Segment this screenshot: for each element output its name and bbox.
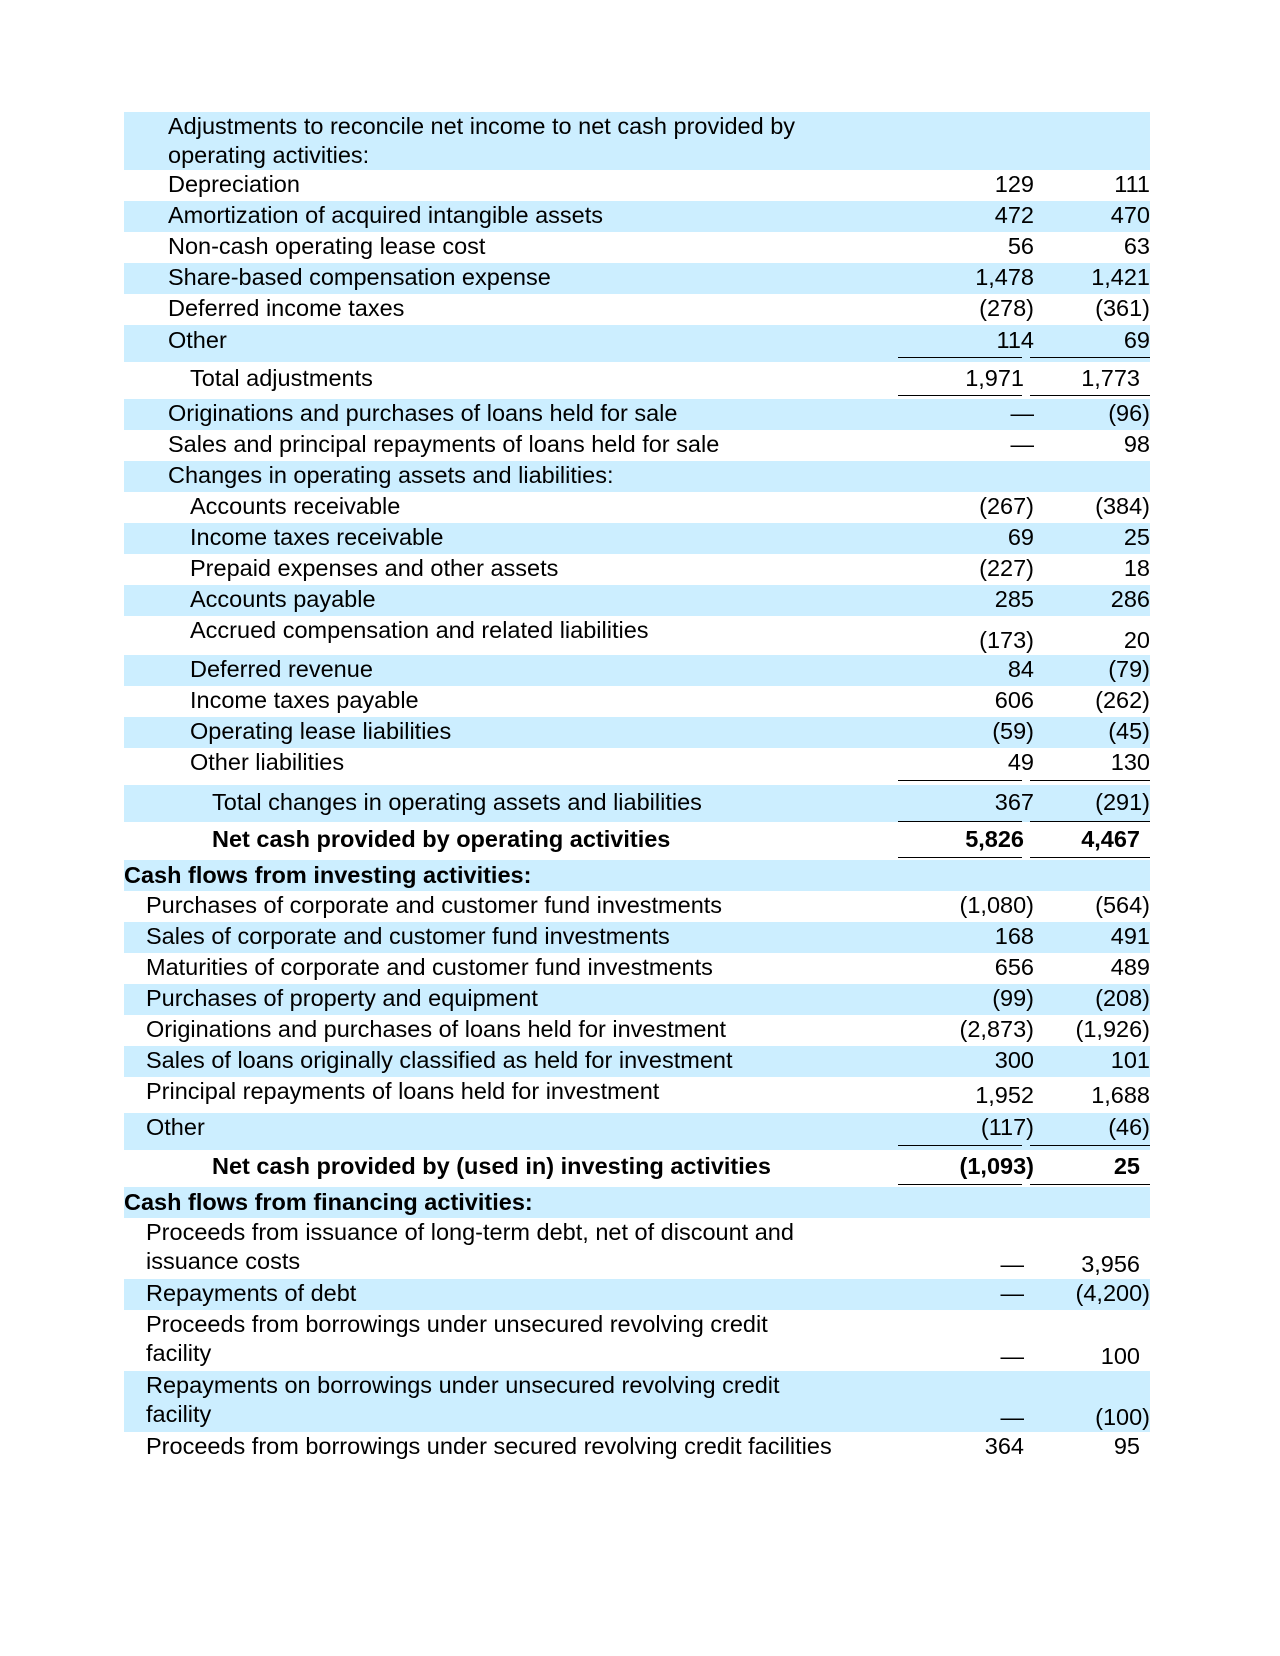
value-prior-year: (46) [1108,1114,1150,1140]
working-capital-heading: Changes in operating assets and liabilities: [168,462,614,488]
table-row [124,294,1150,325]
value-prior-year: 20 [1123,627,1150,653]
row-label: Other [146,1114,205,1140]
total-rule [898,1184,1022,1185]
table-row [124,1279,1150,1310]
value-current-year: (2,873) [959,1016,1034,1042]
value-prior-year: 25 [1113,1153,1140,1179]
row-label: Purchases of property and equipment [146,985,538,1011]
value-current-year: 129 [994,171,1034,197]
subtotal-rule [898,357,1022,358]
row-label: Total changes in operating assets and liabilities [212,789,702,815]
row-label: Purchases of corporate and customer fund investments [146,892,723,918]
value-current-year: — [1010,431,1034,457]
table-row [124,717,1150,748]
row-label: Non-cash operating lease cost [168,233,486,259]
value-current-year: 367 [994,789,1034,815]
value-prior-year: 95 [1113,1433,1140,1459]
table-row [124,953,1150,984]
row-label: Operating lease liabilities [190,718,452,744]
row-label: Originations and purchases of loans held for sale [168,400,678,426]
value-current-year: (99) [992,985,1034,1011]
value-prior-year: 3,956 [1081,1251,1140,1277]
total-working-capital-row [124,785,1150,822]
value-prior-year: 489 [1110,954,1150,980]
row-label: Prepaid expenses and other assets [190,555,559,581]
total-rule [898,857,1022,858]
table-row [124,232,1150,263]
row-label: Depreciation [168,171,300,197]
row-label: Deferred revenue [190,656,373,682]
value-current-year: 168 [994,923,1034,949]
value-prior-year: 286 [1110,586,1150,612]
subtotal-rule [1030,357,1150,358]
row-label: Proceeds from borrowings under secured revolving credit facilities [146,1433,832,1459]
value-prior-year: (208) [1095,985,1150,1011]
table-row [124,430,1150,461]
value-prior-year: (1,926) [1075,1016,1150,1042]
row-label: Net cash provided by (used in) investing activities [212,1153,771,1179]
table-row [124,616,1150,655]
table-row [124,263,1150,294]
value-current-year: 49 [1007,749,1034,775]
value-prior-year: 1,688 [1091,1082,1150,1108]
value-current-year: 472 [994,202,1034,228]
investing-heading: Cash flows from investing activities: [124,862,532,888]
value-current-year: (1,093) [959,1153,1034,1179]
value-prior-year: (100) [1095,1404,1150,1430]
subtotal-rule [898,780,1022,781]
value-current-year: 5,826 [965,826,1024,852]
total-rule [1030,1184,1150,1185]
investing-heading-row [124,860,1150,891]
value-prior-year: 1,773 [1081,365,1140,391]
row-label: Share-based compensation expense [168,264,551,290]
table-row [124,492,1150,523]
value-prior-year: (4,200) [1075,1280,1150,1306]
value-current-year: 606 [994,687,1034,713]
value-current-year: — [1000,1280,1024,1306]
total-adjustments-row [124,362,1150,399]
value-prior-year: (45) [1108,718,1150,744]
value-prior-year: (79) [1108,656,1150,682]
table-row [124,984,1150,1015]
table-row [124,1371,1150,1432]
value-prior-year: 101 [1110,1047,1150,1073]
total-rule [1030,857,1150,858]
table-row [124,922,1150,953]
table-row [124,1046,1150,1077]
value-current-year: 1,952 [975,1082,1034,1108]
row-label: Deferred income taxes [168,295,405,321]
value-current-year: (227) [979,555,1034,581]
value-current-year: (59) [992,718,1034,744]
working-capital-heading-row [124,461,1150,492]
value-current-year: — [1000,1404,1024,1430]
row-label: Proceeds from borrowings under unsecured revolving credit facility [146,1311,768,1366]
table-row [124,523,1150,554]
adjustments-heading-row [124,112,1150,170]
value-current-year: 656 [994,954,1034,980]
value-current-year: 84 [1007,656,1034,682]
value-current-year: — [1000,1343,1024,1369]
table-row [124,1218,1150,1279]
value-current-year: 300 [994,1047,1034,1073]
value-prior-year: 98 [1123,431,1150,457]
row-label: Principal repayments of loans held for investment [146,1078,660,1104]
row-label: Accounts receivable [190,493,401,519]
value-prior-year: (564) [1095,892,1150,918]
value-current-year: (173) [979,627,1034,653]
table-row [124,686,1150,717]
row-label: Income taxes payable [190,687,419,713]
row-label: Maturities of corporate and customer fund investments [146,954,713,980]
net-investing-row [124,1150,1150,1187]
value-current-year: 285 [994,586,1034,612]
value-prior-year: 1,421 [1091,264,1150,290]
row-label: Accrued compensation and related liabilities [190,617,649,643]
value-current-year: 1,971 [965,365,1024,391]
value-current-year: — [1010,400,1034,426]
row-label: Other liabilities [190,749,345,775]
value-prior-year: (361) [1095,295,1150,321]
row-label: Net cash provided by operating activities [212,826,671,852]
row-label: Sales of corporate and customer fund investments [146,923,670,949]
table-row [124,1015,1150,1046]
value-current-year: (278) [979,295,1034,321]
adjustments-heading: Adjustments to reconcile net income to net cash provided by operating activities: [168,113,796,168]
table-row [124,201,1150,232]
value-prior-year: 18 [1123,555,1150,581]
value-prior-year: 4,467 [1081,826,1140,852]
row-label: Originations and purchases of loans held for investment [146,1016,726,1042]
table-row [124,1077,1150,1113]
table-row [124,655,1150,686]
row-label: Repayments on borrowings under unsecured revolving credit facility [146,1372,780,1427]
table-row [124,1310,1150,1371]
row-label: Total adjustments [190,365,373,391]
total-rule [898,395,1022,396]
value-current-year: 69 [1007,524,1034,550]
value-prior-year: 111 [1114,171,1150,197]
table-row [124,554,1150,585]
table-row [124,399,1150,430]
table-row [124,891,1150,922]
table-row [124,1432,1150,1463]
financing-heading: Cash flows from financing activities: [124,1189,533,1215]
total-rule [1030,395,1150,396]
value-current-year: (267) [979,493,1034,519]
value-prior-year: 25 [1123,524,1150,550]
table-row [124,170,1150,201]
value-current-year: (1,080) [959,892,1034,918]
value-prior-year: 63 [1123,233,1150,259]
value-prior-year: (96) [1108,400,1150,426]
row-label: Income taxes receivable [190,524,444,550]
table-row [124,585,1150,616]
financing-heading-row [124,1187,1150,1218]
row-label: Other [168,327,227,353]
value-prior-year: 69 [1123,327,1150,353]
value-prior-year: (262) [1095,687,1150,713]
net-operating-row [124,822,1150,860]
value-prior-year: (291) [1095,789,1150,815]
value-prior-year: 130 [1110,749,1150,775]
subtotal-rule [1030,1145,1150,1146]
row-label: Accounts payable [190,586,376,612]
value-current-year: — [1000,1251,1024,1277]
row-label: Amortization of acquired intangible assets [168,202,603,228]
value-prior-year: 100 [1100,1343,1140,1369]
value-current-year: (117) [980,1114,1034,1140]
subtotal-rule [898,1145,1022,1146]
row-label: Proceeds from issuance of long-term debt, net of discount and issuance costs [146,1219,794,1274]
value-current-year: 364 [984,1433,1024,1459]
value-current-year: 1,478 [975,264,1034,290]
value-prior-year: 491 [1110,923,1150,949]
value-current-year: 56 [1007,233,1034,259]
subtotal-rule [1030,780,1150,781]
value-prior-year: 470 [1110,202,1150,228]
row-label: Sales of loans originally classified as held for investment [146,1047,733,1073]
value-prior-year: (384) [1095,493,1150,519]
value-current-year: 114 [996,327,1034,353]
row-label: Sales and principal repayments of loans held for sale [168,431,720,457]
row-label: Repayments of debt [146,1280,357,1306]
